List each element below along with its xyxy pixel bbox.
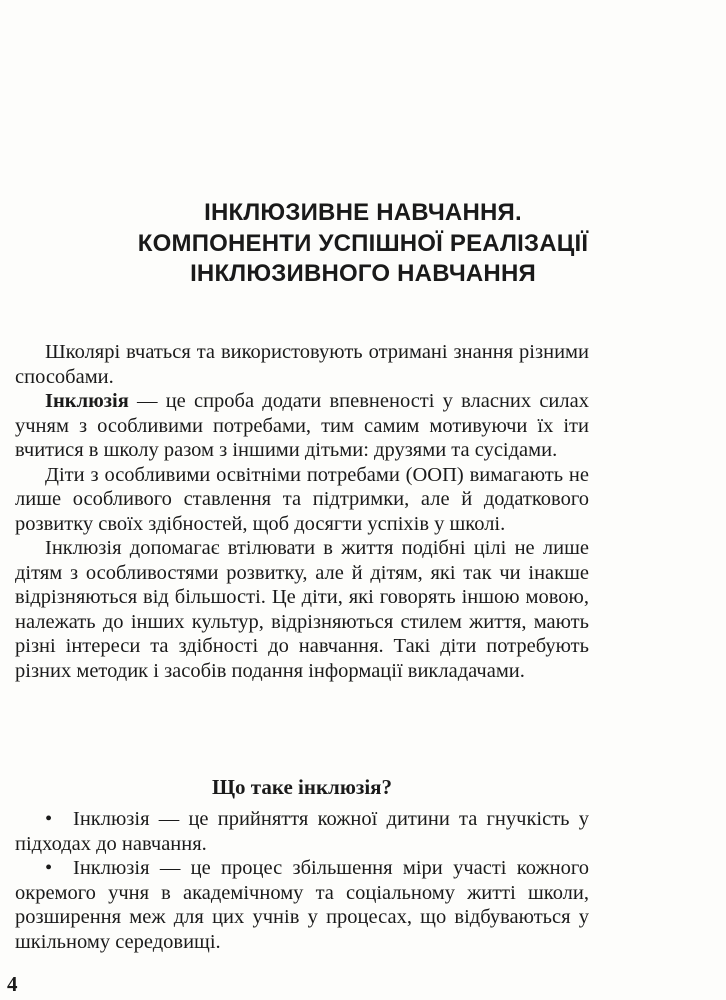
list-item xyxy=(15,856,589,954)
page-number: 4 xyxy=(7,972,18,996)
title-line-2: КОМПОНЕНТИ УСПІШНОЇ РЕАЛІЗАЦІЇ xyxy=(137,229,589,257)
bullet-icon: • xyxy=(45,857,53,879)
bullet-list xyxy=(15,807,589,954)
page-title xyxy=(0,198,726,290)
section-heading: Що таке інклюзія? xyxy=(211,775,393,799)
intro-section xyxy=(15,340,589,683)
definition-text: — це спроба додати впевненості у власних силах учням з особливими потребами, тим самим мотивуючи їх іти вчитися в школу разом з іншими дітьми: друзями та сусідами. xyxy=(15,390,589,461)
list-item xyxy=(15,807,589,856)
list-item-text: Інклюзія — це прийняття кожної дитини та гнучкість у підходах до навчання. xyxy=(15,808,589,855)
list-item-text: Інклюзія — це процес збільшення міри участі кожного окремого учня в академічному та соціальному житті школи, розширення меж для цих учнів у процесах, що відбуваються у шкільному середовищі. xyxy=(15,857,589,953)
paragraph: Діти з особливими освітніми потребами (ООП) вимагають не лише особливого ставлення та підтримки, але й додаткового розвитку своїх здібностей, щоб досягти успіхів у школі. xyxy=(15,463,589,535)
paragraph-definition xyxy=(15,389,589,463)
bullet-icon: • xyxy=(45,808,53,830)
paragraph: Школярі вчаться та використовують отримані знання різними способами. xyxy=(15,341,589,388)
term: Інклюзія xyxy=(45,390,129,412)
title-line-1: ІНКЛЮЗИВНЕ НАВЧАННЯ. xyxy=(204,199,522,226)
paragraph: Інклюзія допомагає втілювати в життя подібні цілі не лише дітям з особливостями розвитку, але й дітям, які так чи інакше відрізняються від більшості. Це діти, які говорять іншою мовою, належать до інших культур, відрізняються стилем життя, мають різні інтереси та здібності до навчання. Такі діти потребують різних методик і засобів подання інформації викладачами. xyxy=(15,537,589,682)
title-line-3: ІНКЛЮЗИВНОГО НАВЧАННЯ xyxy=(190,260,536,287)
